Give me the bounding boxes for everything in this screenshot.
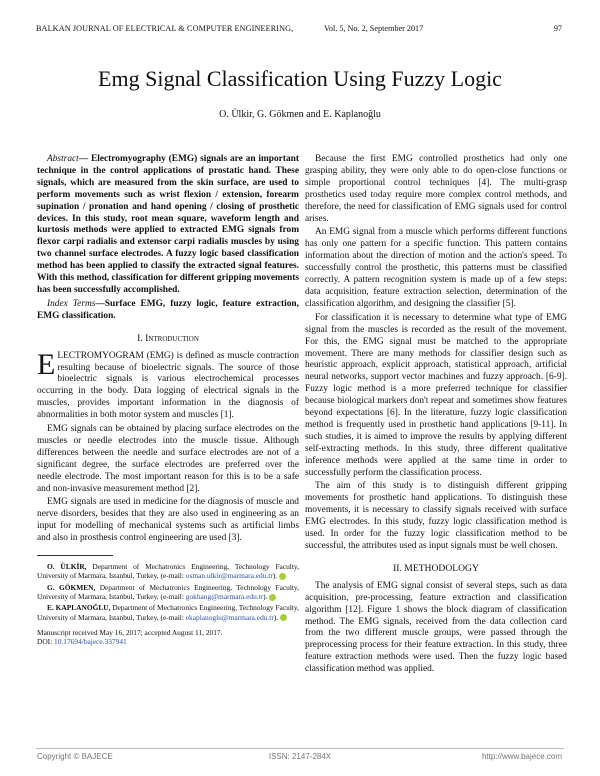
footnote-divider — [37, 555, 113, 556]
right-paragraph-3: For classification it is necessary to determine what type of EMG signal from the muscles is recorded as the result of the movement. For this, the EMG signal must be matched to the appropriate movement. There are many methods for classifier design such as heuristic approach, explicit approach, statistical approach, artificial neural networks, support vector machines and fuzzy approach. [6-9]. Fuzzy logic method is a more preferred technique for classifier because biological markers don't repeat and sometimes show features beyond expectations [6]. In the literature, fuzzy logic classification method is frequently used in prosthetic hand applications [9-11]. In such studies, it is aimed to improve the results by applying different self-extracting methods. In this study, three different qualitative inference methods were applied at the same time in order to successfully perform the classification process. — [305, 312, 567, 478]
section-title: Introduction — [145, 332, 199, 344]
affiliation-3 — [37, 603, 299, 622]
intro-paragraph-1-text: LECTROMYOGRAM (EMG) is defined as muscle contraction resulting because of bioelectric signals. The source of those bioelectric signals is various electrochemical processes occurring in the body. Data logging of electrical signals in the muscles, provides important information in the diagnosis of abnormalities in both motor system and muscles [1]. — [37, 350, 299, 421]
section-heading-methodology — [305, 563, 567, 575]
affiliation-name: E. KAPLANOĞLU, — [47, 603, 111, 613]
methodology-paragraph: The analysis of EMG signal consist of several steps, such as data acquisition, pre-processing, feature extraction and classification algorithm [12]. Figure 1 shows the block diagram of classification method. The EMG signals, received from the data collection card from the two different muscle groups, were passed through the preprocessing process for their feature extraction. In this study, three feature extraction methods were used. Then the fuzzy logic based classification method was applied. — [305, 580, 567, 675]
doi-link[interactable]: 10.17694/bajece.337941 — [54, 637, 127, 647]
journal-header: BALKAN JOURNAL OF ELECTRICAL & COMPUTER ENGINEERING, — [36, 24, 294, 33]
manuscript-received: Manuscript received May 16, 2017; accepted August 11, 2017. — [37, 627, 223, 637]
intro-paragraph-3: EMG signals are used in medicine for the diagnosis of muscle and nerve disorders, besides that they are also used in engineering as an input for modelling of mechanical systems such as artificial limbs and also in prosthesis control engineering are used [3]. — [37, 497, 299, 544]
index-terms — [37, 299, 299, 323]
left-column — [37, 154, 299, 646]
affiliation-text: Department of Mechatronics Engineering, Technology Faculty, University of Marmara, Istanbul, Turkey, (e-mail: — [37, 562, 299, 581]
footer-issn: ISSN: 2147-284X — [268, 752, 332, 761]
orcid-icon[interactable]: iD — [279, 573, 286, 580]
affiliation-2 — [37, 583, 299, 602]
volume-info: Vol. 5, No. 2, September 2017 — [324, 24, 424, 33]
page-number: 97 — [553, 24, 562, 33]
orcid-icon[interactable]: iD — [280, 614, 287, 621]
abstract-lead: Abstract — [47, 154, 79, 164]
email-link[interactable]: gokhang@marmara.edu.tr — [185, 591, 264, 601]
doi-label: DOI: — [37, 637, 55, 647]
section-title: METHODOLOGY — [404, 562, 479, 574]
right-paragraph-4: The aim of this study is to distinguish different gripping movements for prosthetic hand applications. To distinguish these movements, it is necessary to classify signals received with surface EMG electrodes. In this study, fuzzy logic classification method is used. In order for the fuzzy logic classification method to be successful, the attributes used as input signals must be well chosen. — [305, 481, 567, 551]
footer-divider — [36, 748, 564, 749]
paper-authors: O. Ülkir, G. Gökmen and E. Kaplanoğlu — [219, 109, 381, 120]
affiliation-name: G. GÖKMEN, — [47, 582, 96, 592]
affiliation-1 — [37, 562, 299, 581]
right-paragraph-1: Because the first EMG controlled prosthetics had only one grasping ability, they were only able to do open-close functions or simple proportional control techniques [4]. The multi-grasp prosthetics used today require more complex control methods, and therefore, the need for classification of EMG signals used for control arises. — [305, 154, 567, 224]
manuscript-doi — [37, 637, 299, 646]
footer-url[interactable]: http://www.bajece.com — [481, 752, 562, 761]
right-column — [305, 154, 567, 678]
orcid-icon[interactable]: iD — [269, 594, 276, 601]
abstract — [37, 154, 299, 297]
section-numeral: I. — [137, 332, 143, 344]
email-link[interactable]: ekaplanoglu@marmara.edu.tr — [185, 612, 274, 622]
abstract-text: — Electromyography (EMG) signals are an important technique in the control applications of prostatic hand. These signals, which are measured from the skin surface, are used to perform movements such as wrist flexion / extension, forearm supination / pronation and hand opening / closing of prosthetic devices. In this study, root mean square, waveform length and kurtosis methods were applied to extracted EMG signals from flexor carpi radialis and extensor carpi radialis muscles by using two channel surface electrodes. A fuzzy logic based classification method has been applied to classify the extracted signal features. With this method, classification for different gripping movements has been successfully accomplished. — [37, 154, 299, 295]
index-terms-text: —Surface EMG, fuzzy logic, feature extraction, EMG classification. — [37, 298, 299, 321]
footer-copyright: Copyright © BAJECE — [37, 752, 113, 761]
affiliation-text: Department of Mechatronics Engineering, Technology Faculty, University of Marmara, Istanbul, Turkey, (e-mail: — [37, 582, 299, 601]
dropcap-letter: E — [37, 347, 56, 381]
right-paragraph-2: An EMG signal from a muscle which performs different functions has only one pattern for a specific function. This pattern contains information about the direction of motion and the action's speed. To successfully control the prosthetic, this patterns must be classified correctly. A pattern recognition system is made up of a few steps: data acquisition, feature extraction selection, determination of the classification algorithm, and designing the classifier [5]. — [305, 227, 567, 309]
intro-paragraph-2: EMG signals can be obtained by placing surface electrodes on the muscles or needle electrodes into the muscle tissue. Although differences between the needle and surface electrodes are not of a significant degree, the surface electrodes are preferred over the needle electrode. The most important reason for this is to be a safe and non-invasive measurement method [2]. — [37, 424, 299, 494]
manuscript-info — [37, 628, 299, 647]
affiliation-tail: ). — [263, 591, 268, 601]
section-heading-introduction — [37, 333, 299, 345]
index-terms-lead: Index Terms — [47, 298, 96, 309]
affiliation-name: O. ÜLKİR, — [47, 562, 87, 572]
paper-title: Emg Signal Classification Using Fuzzy Logic — [98, 66, 502, 91]
email-link[interactable]: osman.ulkir@marmara.edu.tr — [185, 571, 273, 581]
section-numeral: II. — [393, 562, 402, 574]
affiliation-text: Department of Mechatronics Engineering, Technology Faculty, University of Marmara, Istanbul, Turkey, (e-mail: — [37, 603, 299, 622]
affiliation-tail: ). — [273, 612, 279, 622]
affiliation-tail: ). — [272, 571, 278, 581]
intro-paragraph-1 — [37, 347, 299, 422]
